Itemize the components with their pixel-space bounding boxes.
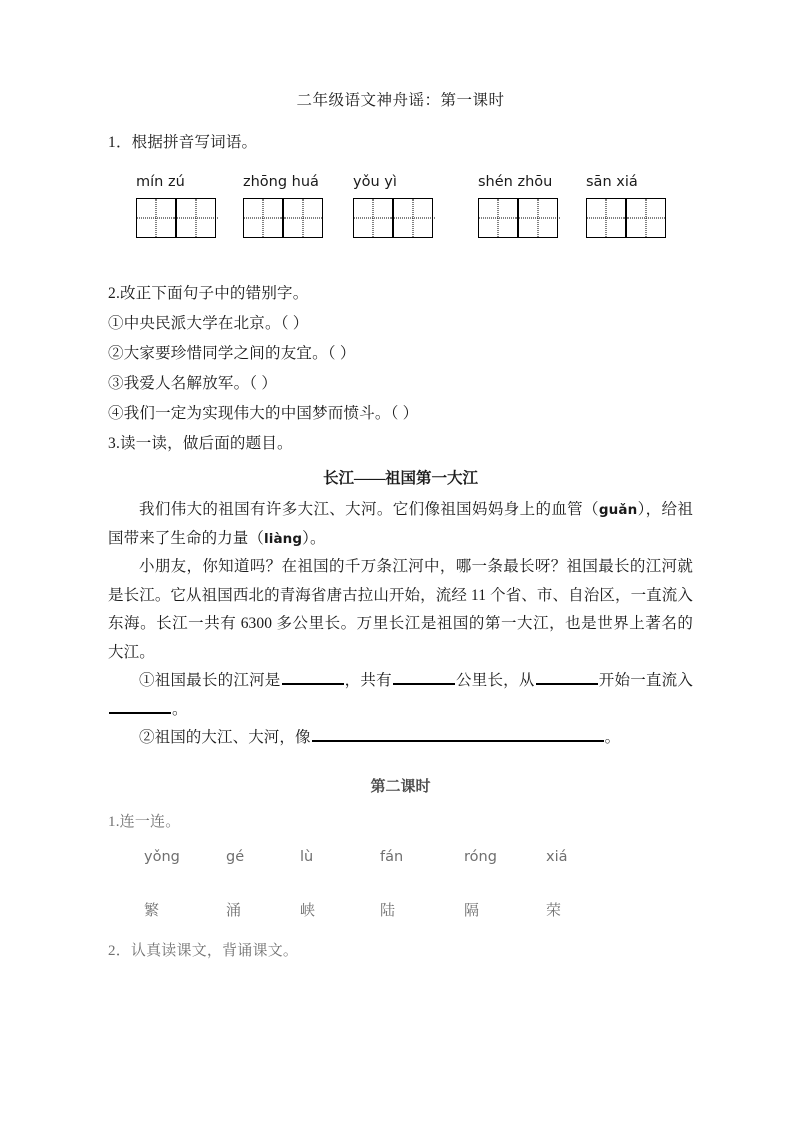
match-character-item[interactable]: 隔 [464,902,480,919]
passage-title: 长江——祖国第一大江 [322,470,478,487]
section2-item-1[interactable]: ①中央民派大学在北京。（ ） [108,315,309,332]
section2-heading: 2.改正下面句子中的错别字。 [108,285,309,302]
match-pinyin-item[interactable]: yǒng [144,848,180,865]
tianzige-cell[interactable] [393,198,433,238]
lesson-two-heading: 1.连一连。 [108,813,181,830]
passage-paragraph-1 [108,496,693,553]
pinyin-label: yǒu yì [353,174,397,190]
tianzige-cell[interactable] [353,198,393,238]
word-group-5 [586,173,666,238]
word-group-2 [243,173,323,238]
tianzige-cell[interactable] [518,198,558,238]
match-pinyin-item[interactable]: fán [380,848,404,865]
tianzige-grid[interactable] [243,198,323,238]
section2-item-4[interactable]: ④我们一定为实现伟大的中国梦而愤斗。（ ） [108,405,419,422]
pinyin-label: sān xiá [586,174,638,190]
section2 [108,279,693,429]
passage-text: ），给祖国带来了生命的力量（ [108,501,693,547]
tianzige-grid[interactable] [353,198,433,238]
page-title: 二年级语文神舟谣：第一课时 [296,92,505,109]
pinyin-writing-exercise [108,173,693,269]
question-text: ，共有 [344,672,392,689]
passage-text: ）。 [302,529,326,547]
match-character-item[interactable]: 峡 [300,902,316,919]
question-text: ②祖国的大江、大河，像 [139,729,311,746]
tianzige-cell[interactable] [243,198,283,238]
tianzige-cell[interactable] [136,198,176,238]
lesson-two-item-2: 2．认真读课文，背诵课文。 [108,942,299,959]
question-text: 开始一直流入 [598,672,693,689]
answer-blank[interactable] [282,668,344,685]
section3-heading: 3.读一读，做后面的题目。 [108,435,293,452]
tianzige-cell[interactable] [626,198,666,238]
answer-blank[interactable] [536,668,598,685]
pinyin-label: mín zú [136,174,185,190]
question-text: 。 [604,729,621,746]
match-pinyin-item[interactable]: gé [226,848,245,865]
lesson-two-title: 第二课时 [370,778,431,795]
lesson-two-section [108,773,693,966]
tianzige-grid[interactable] [136,198,216,238]
match-character-item[interactable]: 涌 [226,902,242,919]
match-pinyin-item[interactable]: róng [464,848,497,865]
pinyin-label: shén zhōu [478,174,553,190]
tianzige-cell[interactable] [176,198,216,238]
answer-blank[interactable] [109,697,171,714]
tianzige-cell[interactable] [283,198,323,238]
tianzige-grid[interactable] [586,198,666,238]
section3-question-1 [108,667,693,724]
match-pinyin-item[interactable]: lù [300,848,314,865]
matching-pinyin-row [108,849,693,865]
passage-text: 我们伟大的祖国有许多大江、大河。它们像祖国妈妈身上的血管（ [139,501,599,518]
pinyin-label: zhōng huá [243,174,319,190]
section3 [108,429,693,753]
answer-blank[interactable] [393,668,455,685]
word-group-1 [136,173,216,238]
section3-question-2 [108,724,693,753]
question-text: 公里长，从 [455,672,535,689]
answer-blank[interactable] [312,725,604,742]
word-group-4 [478,173,558,238]
match-character-item[interactable]: 荣 [546,902,562,919]
section2-item-2[interactable]: ②大家要珍惜同学之间的友宜。（ ） [108,345,356,362]
inline-pinyin-guan: guǎn [598,502,638,518]
question-text: 。 [172,700,188,718]
match-character-item[interactable]: 陆 [380,902,396,919]
matching-character-row [108,899,693,920]
section1-heading: 1．根据拼音写词语。 [108,134,258,151]
question-text: ①祖国最长的江河是 [139,672,281,689]
inline-pinyin-liang: liàng [264,530,303,547]
match-character-item[interactable]: 繁 [144,902,160,919]
section2-item-3[interactable]: ③我爱人名解放军。（ ） [108,375,278,392]
tianzige-cell[interactable] [586,198,626,238]
passage-paragraph-2: 小朋友，你知道吗？在祖国的千万条江河中，哪一条最长呀？祖国最长的江河就是长江。它从祖国西北的青海省唐古拉山开始，流经 11 个省、市、自治区，一直流入东海。长江一共有 6300 多公里长。万里长江是祖国的第一大江，也是世界上著名的大江。 [108,558,693,661]
match-pinyin-item[interactable]: xiá [546,848,568,865]
tianzige-grid[interactable] [478,198,558,238]
tianzige-cell[interactable] [478,198,518,238]
word-group-3 [353,173,433,238]
